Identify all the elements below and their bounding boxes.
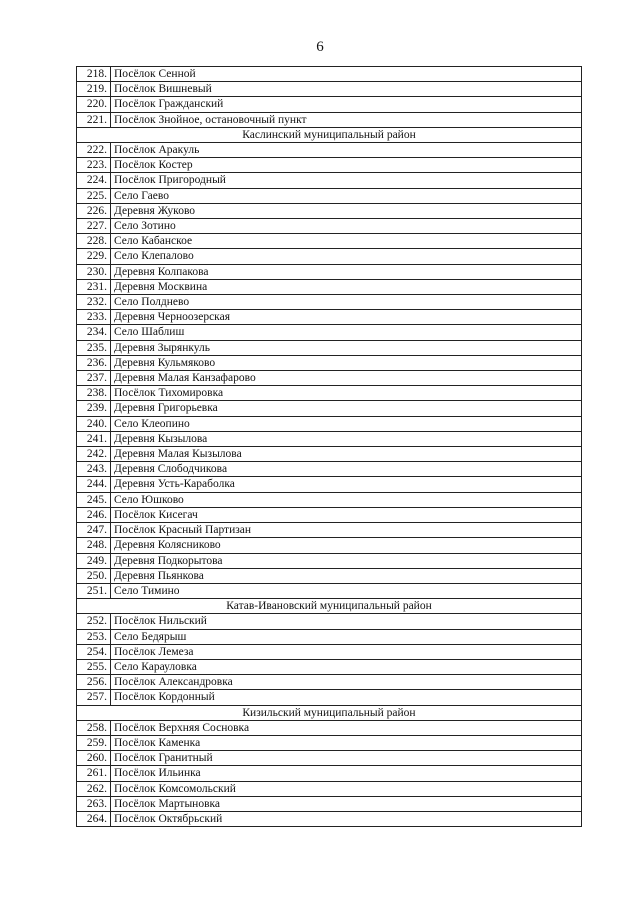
settlement-name: Село Зотино (111, 219, 582, 234)
table-row (77, 219, 582, 234)
table-row (77, 371, 582, 386)
table-row (77, 143, 582, 158)
table-row (77, 796, 582, 811)
settlements-table-body (77, 67, 582, 827)
table-row (77, 279, 582, 294)
settlement-name: Посёлок Октябрьский (111, 811, 582, 826)
table-row (77, 355, 582, 370)
row-number: 221. (77, 112, 111, 127)
settlement-name: Посёлок Гражданский (111, 97, 582, 112)
settlement-name: Посёлок Красный Партизан (111, 523, 582, 538)
row-number: 238. (77, 386, 111, 401)
settlement-name: Посёлок Кисегач (111, 507, 582, 522)
row-number: 224. (77, 173, 111, 188)
settlement-name: Деревня Малая Кызылова (111, 447, 582, 462)
table-row (77, 523, 582, 538)
row-number: 222. (77, 143, 111, 158)
settlement-name: Посёлок Пригородный (111, 173, 582, 188)
settlement-name: Деревня Кызылова (111, 431, 582, 446)
table-row (77, 690, 582, 705)
table-row (77, 431, 582, 446)
table-row (77, 112, 582, 127)
settlement-name: Село Клеопино (111, 416, 582, 431)
table-row (77, 447, 582, 462)
table-row (77, 340, 582, 355)
table-row (77, 583, 582, 598)
row-number: 228. (77, 234, 111, 249)
settlement-name: Село Кабанское (111, 234, 582, 249)
table-row (77, 310, 582, 325)
table-row (77, 766, 582, 781)
row-number: 260. (77, 751, 111, 766)
table-row (77, 781, 582, 796)
row-number: 242. (77, 447, 111, 462)
table-row (77, 416, 582, 431)
settlement-name: Деревня Слободчикова (111, 462, 582, 477)
settlement-name: Посёлок Верхняя Сосновка (111, 720, 582, 735)
settlement-name: Село Шаблиш (111, 325, 582, 340)
row-number: 244. (77, 477, 111, 492)
table-row (77, 735, 582, 750)
settlement-name: Село Тимино (111, 583, 582, 598)
row-number: 257. (77, 690, 111, 705)
settlement-name: Деревня Пьянкова (111, 568, 582, 583)
table-row (77, 553, 582, 568)
row-number: 264. (77, 811, 111, 826)
table-row (77, 629, 582, 644)
settlement-name: Посёлок Ильинка (111, 766, 582, 781)
settlement-name: Село Полднево (111, 295, 582, 310)
table-row (77, 188, 582, 203)
settlement-name: Деревня Москвина (111, 279, 582, 294)
row-number: 248. (77, 538, 111, 553)
table-row (77, 295, 582, 310)
table-row (77, 614, 582, 629)
district-header-row (77, 599, 582, 614)
row-number: 263. (77, 796, 111, 811)
row-number: 230. (77, 264, 111, 279)
settlements-table (76, 66, 582, 827)
settlement-name: Село Бедярыш (111, 629, 582, 644)
settlement-name: Деревня Черноозерская (111, 310, 582, 325)
row-number: 232. (77, 295, 111, 310)
row-number: 231. (77, 279, 111, 294)
settlement-name: Село Юшково (111, 492, 582, 507)
table-row (77, 538, 582, 553)
table-row (77, 386, 582, 401)
table-row (77, 462, 582, 477)
settlement-name: Село Карауловка (111, 659, 582, 674)
table-row (77, 203, 582, 218)
district-name: Кизильский муниципальный район (77, 705, 582, 720)
table-row (77, 234, 582, 249)
row-number: 233. (77, 310, 111, 325)
row-number: 239. (77, 401, 111, 416)
settlement-name: Село Гаево (111, 188, 582, 203)
table-row (77, 492, 582, 507)
district-header-row (77, 705, 582, 720)
table-row (77, 82, 582, 97)
settlement-name: Посёлок Мартыновка (111, 796, 582, 811)
settlement-name: Деревня Колпакова (111, 264, 582, 279)
settlement-name: Деревня Кульмяково (111, 355, 582, 370)
table-row (77, 720, 582, 735)
row-number: 223. (77, 158, 111, 173)
row-number: 252. (77, 614, 111, 629)
district-header-row (77, 127, 582, 142)
row-number: 241. (77, 431, 111, 446)
row-number: 246. (77, 507, 111, 522)
row-number: 234. (77, 325, 111, 340)
settlement-name: Село Клепалово (111, 249, 582, 264)
row-number: 245. (77, 492, 111, 507)
settlement-name: Посёлок Аракуль (111, 143, 582, 158)
row-number: 235. (77, 340, 111, 355)
settlement-name: Посёлок Комсомольский (111, 781, 582, 796)
settlement-name: Посёлок Кордонный (111, 690, 582, 705)
row-number: 237. (77, 371, 111, 386)
settlement-name: Деревня Григорьевка (111, 401, 582, 416)
settlement-name: Деревня Усть-Караболка (111, 477, 582, 492)
settlement-name: Посёлок Гранитный (111, 751, 582, 766)
row-number: 219. (77, 82, 111, 97)
row-number: 254. (77, 644, 111, 659)
page-number: 6 (316, 39, 324, 55)
table-row (77, 659, 582, 674)
row-number: 261. (77, 766, 111, 781)
table-row (77, 97, 582, 112)
row-number: 243. (77, 462, 111, 477)
table-row (77, 264, 582, 279)
settlement-name: Деревня Подкорытова (111, 553, 582, 568)
table-row (77, 675, 582, 690)
table-row (77, 401, 582, 416)
settlement-name: Посёлок Каменка (111, 735, 582, 750)
row-number: 236. (77, 355, 111, 370)
row-number: 247. (77, 523, 111, 538)
row-number: 225. (77, 188, 111, 203)
district-name: Катав-Ивановский муниципальный район (77, 599, 582, 614)
settlement-name: Посёлок Сенной (111, 67, 582, 82)
settlement-name: Посёлок Вишневый (111, 82, 582, 97)
row-number: 255. (77, 659, 111, 674)
table-row (77, 173, 582, 188)
row-number: 227. (77, 219, 111, 234)
settlement-name: Посёлок Лемеза (111, 644, 582, 659)
row-number: 253. (77, 629, 111, 644)
settlement-name: Деревня Колясниково (111, 538, 582, 553)
district-name: Каслинский муниципальный район (77, 127, 582, 142)
row-number: 251. (77, 583, 111, 598)
settlement-name: Посёлок Знойное, остановочный пункт (111, 112, 582, 127)
row-number: 229. (77, 249, 111, 264)
settlement-name: Посёлок Тихомировка (111, 386, 582, 401)
row-number: 220. (77, 97, 111, 112)
row-number: 240. (77, 416, 111, 431)
table-row (77, 158, 582, 173)
table-row (77, 325, 582, 340)
table-row (77, 811, 582, 826)
settlement-name: Деревня Зырянкуль (111, 340, 582, 355)
settlement-name: Деревня Малая Канзафарово (111, 371, 582, 386)
table-row (77, 644, 582, 659)
settlement-name: Деревня Жуково (111, 203, 582, 218)
table-row (77, 249, 582, 264)
row-number: 258. (77, 720, 111, 735)
settlement-name: Посёлок Александровка (111, 675, 582, 690)
row-number: 259. (77, 735, 111, 750)
row-number: 226. (77, 203, 111, 218)
table-row (77, 507, 582, 522)
table-row (77, 477, 582, 492)
table-row (77, 568, 582, 583)
table-row (77, 751, 582, 766)
settlement-name: Посёлок Костер (111, 158, 582, 173)
table-row (77, 67, 582, 82)
settlement-name: Посёлок Нильский (111, 614, 582, 629)
row-number: 262. (77, 781, 111, 796)
row-number: 250. (77, 568, 111, 583)
row-number: 218. (77, 67, 111, 82)
row-number: 249. (77, 553, 111, 568)
row-number: 256. (77, 675, 111, 690)
